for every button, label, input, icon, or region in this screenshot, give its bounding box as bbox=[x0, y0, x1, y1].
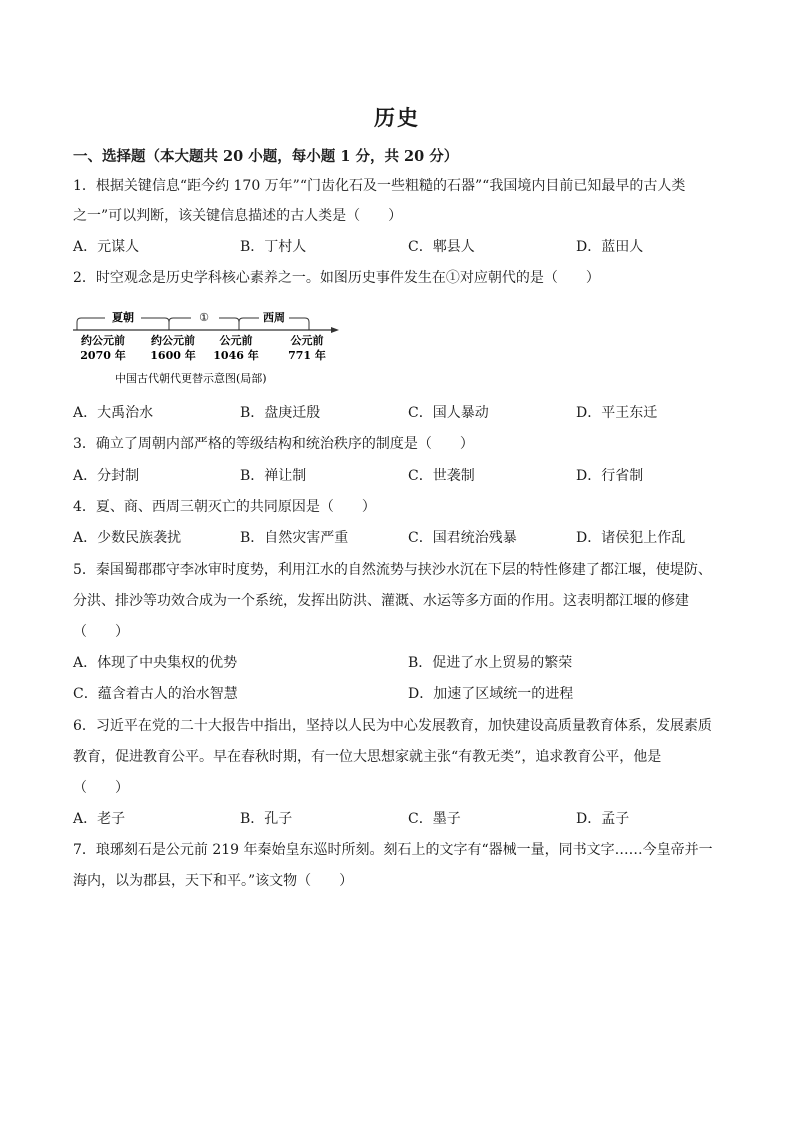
q1-option-b: B．丁村人 bbox=[240, 239, 307, 255]
question-3-line-1: 3．确立了周朝内部严格的等级结构和统治秩序的制度是（ ） bbox=[73, 436, 474, 452]
q5-option-d: D．加速了区域统一的进程 bbox=[408, 686, 574, 702]
question-6-line-2: 教育，促进教育公平。早在春秋时期，有一位大思想家就主张“有教无类”，追求教育公平，他是 bbox=[73, 749, 662, 765]
q1-option-a: A．元谋人 bbox=[73, 239, 140, 255]
q1-option-c: C．郫县人 bbox=[408, 239, 475, 255]
timeline-date-1-line-1: 约公元前 bbox=[81, 334, 125, 347]
q6-option-d: D．孟子 bbox=[576, 811, 630, 827]
question-1-line-2: 之一”可以判断，该关键信息描述的古人类是（ ） bbox=[73, 208, 403, 224]
timeline-date-2-line-2: 1600 年 bbox=[150, 349, 196, 362]
question-5-line-2: 分洪、排沙等功效合成为一个系统，发挥出防洪、灌溉、水运等多方面的作用。这表明都江堰的修建 bbox=[73, 593, 689, 609]
q5-option-c: C．蕴含着古人的治水智慧 bbox=[73, 686, 238, 702]
question-5-line-3: （ ） bbox=[73, 624, 129, 640]
question-7-line-2: 海内，以为郡县，天下和平。”该文物（ ） bbox=[73, 873, 354, 889]
timeline-date-3-line-1: 公元前 bbox=[219, 334, 253, 347]
timeline-date-3-line-2: 1046 年 bbox=[213, 349, 259, 362]
q6-option-c: C．墨子 bbox=[408, 811, 461, 827]
q4-option-c: C．国君统治残暴 bbox=[408, 530, 517, 546]
section-heading: 一、选择题（本大题共 20 小题，每小题 1 分，共 20 分） bbox=[73, 148, 459, 165]
timeline-date-4-line-2: 771 年 bbox=[288, 349, 326, 362]
question-5-line-1: 5．秦国蜀郡郡守李冰审时度势，利用江水的自然流势与挟沙水沉在下层的特性修建了都江堰，使堤防、 bbox=[73, 562, 712, 578]
timeline-date-4-line-1: 公元前 bbox=[290, 334, 324, 347]
q5-option-b: B．促进了水上贸易的繁荣 bbox=[408, 655, 573, 671]
question-4-line-1: 4．夏、商、西周三朝灭亡的共同原因是（ ） bbox=[73, 499, 376, 515]
question-2-line-1: 2．时空观念是历史学科核心素养之一。如图历史事件发生在①对应朝代的是（ ） bbox=[73, 270, 600, 286]
question-6-line-3: （ ） bbox=[73, 780, 129, 796]
q5-option-a: A．体现了中央集权的优势 bbox=[73, 655, 238, 671]
question-7-line-1: 7．琅琊刻石是公元前 219 年秦始皇东巡时所刻。刻石上的文字有“器械一量，同书文字……今皇帝并一 bbox=[73, 842, 713, 858]
q1-option-d: D．蓝田人 bbox=[576, 239, 644, 255]
q3-option-a: A．分封制 bbox=[73, 468, 140, 484]
timeline-label-xia: 夏朝 bbox=[112, 311, 134, 324]
q2-option-c: C．国人暴动 bbox=[408, 405, 489, 421]
q6-option-b: B．孔子 bbox=[240, 811, 293, 827]
q2-option-b: B．盘庚迁殷 bbox=[240, 405, 321, 421]
page-title: 历史 bbox=[374, 105, 420, 130]
timeline-caption: 中国古代朝代更替示意图(局部) bbox=[115, 372, 267, 385]
timeline-label-circle-1: ① bbox=[199, 311, 209, 324]
q4-option-a: A．少数民族袭扰 bbox=[73, 530, 182, 546]
question-1-line-1: 1．根据关键信息“距今约 170 万年”“门齿化石及一些粗糙的石器”“我国境内目前已知最早的古人类 bbox=[73, 178, 686, 194]
question-6-line-1: 6．习近平在党的二十大报告中指出，坚持以人民为中心发展教育，加快建设高质量教育体系，发展素质 bbox=[73, 718, 712, 734]
q6-option-a: A．老子 bbox=[73, 811, 126, 827]
q3-option-c: C．世袭制 bbox=[408, 468, 475, 484]
timeline-date-1-line-2: 2070 年 bbox=[80, 349, 126, 362]
q4-option-d: D．诸侯犯上作乱 bbox=[576, 530, 686, 546]
q3-option-b: B．禅让制 bbox=[240, 468, 307, 484]
q4-option-b: B．自然灾害严重 bbox=[240, 530, 349, 546]
dynasty-timeline-figure bbox=[73, 300, 353, 392]
timeline-date-2-line-1: 约公元前 bbox=[151, 334, 195, 347]
q2-option-d: D．平王东迁 bbox=[576, 405, 658, 421]
q3-option-d: D．行省制 bbox=[576, 468, 644, 484]
q2-option-a: A．大禹治水 bbox=[73, 405, 154, 421]
timeline-label-western-zhou: 西周 bbox=[263, 311, 285, 324]
